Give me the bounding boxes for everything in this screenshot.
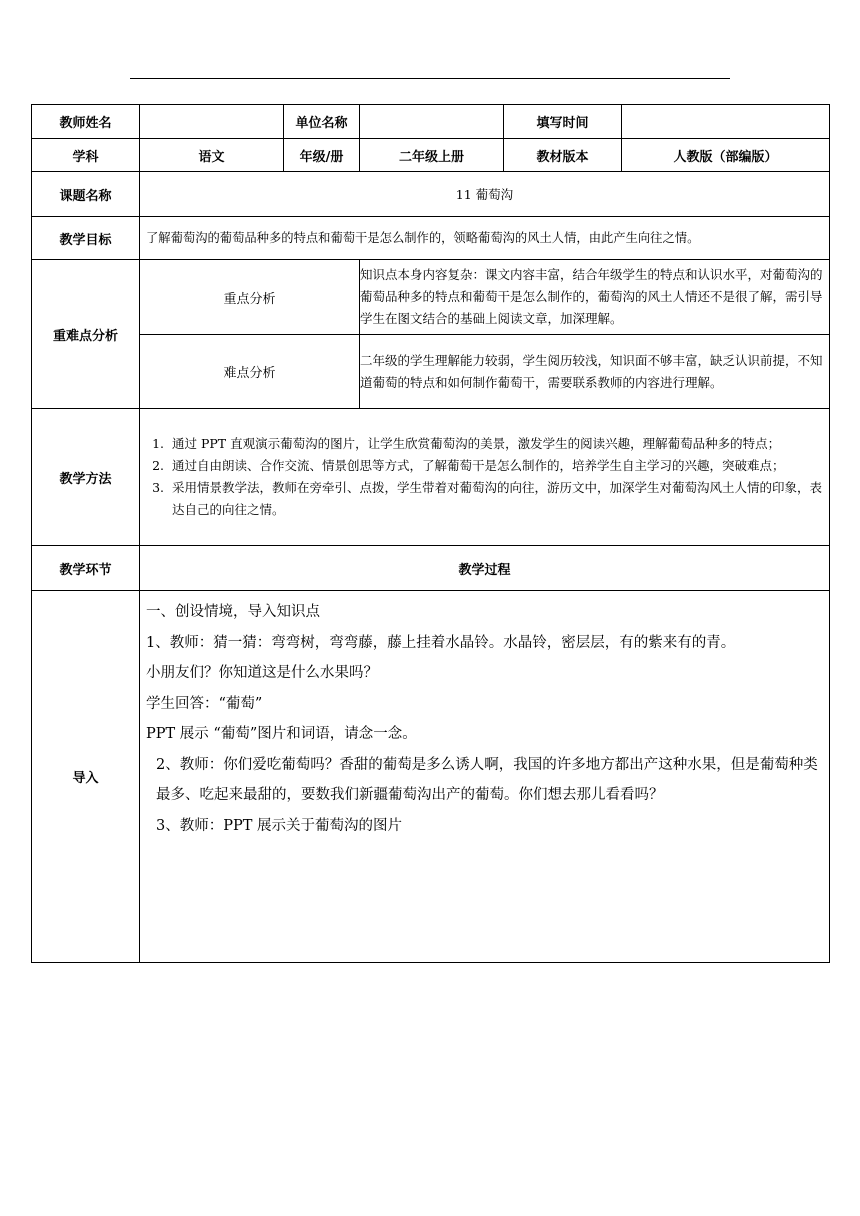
subject-label: 学科 [32,139,140,172]
teacher-name-value [140,105,284,139]
process-header-row [32,546,830,591]
key-analysis-label: 重点分析 [140,260,360,335]
teacher-info-row [32,105,830,139]
intro-line: 1、教师：猜一猜：弯弯树，弯弯藤，藤上挂着水晶铃。水晶铃，密层层，有的紫来有的青。 [146,634,736,651]
edition-label: 教材版本 [504,139,622,172]
subject-row [32,139,830,172]
methods-cell [140,409,830,546]
topic-row [32,172,830,217]
lesson-plan-table [31,104,830,963]
key-analysis-row [32,260,830,335]
stage-label: 教学环节 [32,546,140,591]
intro-row [32,591,830,963]
key-analysis-text: 知识点本身内容复杂：课文内容丰富，结合年级学生的特点和认识水平，对葡萄沟的葡萄品种多的特点和葡萄干是怎么制作的，葡萄沟的风土人情还不是很了解，需引导学生在图文结合的基础上阅读文章，加深理解。 [360,260,830,335]
fill-time-value [622,105,830,139]
method-item: 2. 通过自由朗读、合作交流、情景创思等方式，了解葡萄干是怎么制作的，培养学生自主学习的兴趣，突破难点； [168,455,823,477]
methods-label: 教学方法 [32,409,140,546]
intro-line: 小朋友们？你知道这是什么水果吗？ [146,665,378,681]
goal-label: 教学目标 [32,217,140,260]
difficult-analysis-text: 二年级的学生理解能力较弱，学生阅历较浅，知识面不够丰富，缺乏认识前提，不知道葡萄的特点和如何制作葡萄干，需要联系教师的内容进行理解。 [360,335,830,409]
difficult-analysis-label: 难点分析 [140,335,360,409]
edition-value: 人教版（部编版） [622,139,830,172]
intro-line: 2、教师：你们爱吃葡萄吗？香甜的葡萄是多么诱人啊，我国的许多地方都出产这种水果，但是葡萄种类最多、吃起来最甜的，要数我们新疆葡萄沟出产的葡萄。你们想去那儿看看吗？ [156,756,818,803]
intro-label: 导入 [32,591,140,963]
goal-row [32,217,830,260]
method-item: 1. 通过 PPT 直观演示葡萄沟的图片，让学生欣赏葡萄沟的美景，激发学生的阅读兴趣，理解葡萄品种多的特点； [168,433,823,455]
goal-text: 了解葡萄沟的葡萄品种多的特点和葡萄干是怎么制作的，领略葡萄沟的风土人情，由此产生向往之情。 [140,217,830,260]
fill-time-label: 填写时间 [504,105,622,139]
unit-name-label: 单位名称 [284,105,360,139]
process-label: 教学过程 [140,546,830,591]
topic-value: 11 葡萄沟 [140,172,830,217]
methods-list [140,433,829,521]
analysis-label: 重难点分析 [32,260,140,409]
intro-line: 学生回答：“葡萄” [146,695,263,712]
header-rule [130,78,730,79]
difficult-analysis-row [32,335,830,409]
teacher-name-label: 教师姓名 [32,105,140,139]
subject-value: 语文 [140,139,284,172]
intro-line: 一、创设情境，导入知识点 [146,604,320,620]
intro-content [140,591,830,963]
methods-row [32,409,830,546]
intro-line: 3、教师：PPT 展示关于葡萄沟的图片 [156,817,403,834]
intro-line: PPT 展示 “葡萄”图片和词语，请念一念。 [146,726,417,742]
topic-label: 课题名称 [32,172,140,217]
grade-value: 二年级上册 [360,139,504,172]
method-item: 3. 采用情景教学法，教师在旁牵引、点拨，学生带着对葡萄沟的向往，游历文中，加深学生对葡萄沟风土人情的印象，表达自己的向往之情。 [168,477,823,521]
unit-name-value [360,105,504,139]
grade-label: 年级/册 [284,139,360,172]
